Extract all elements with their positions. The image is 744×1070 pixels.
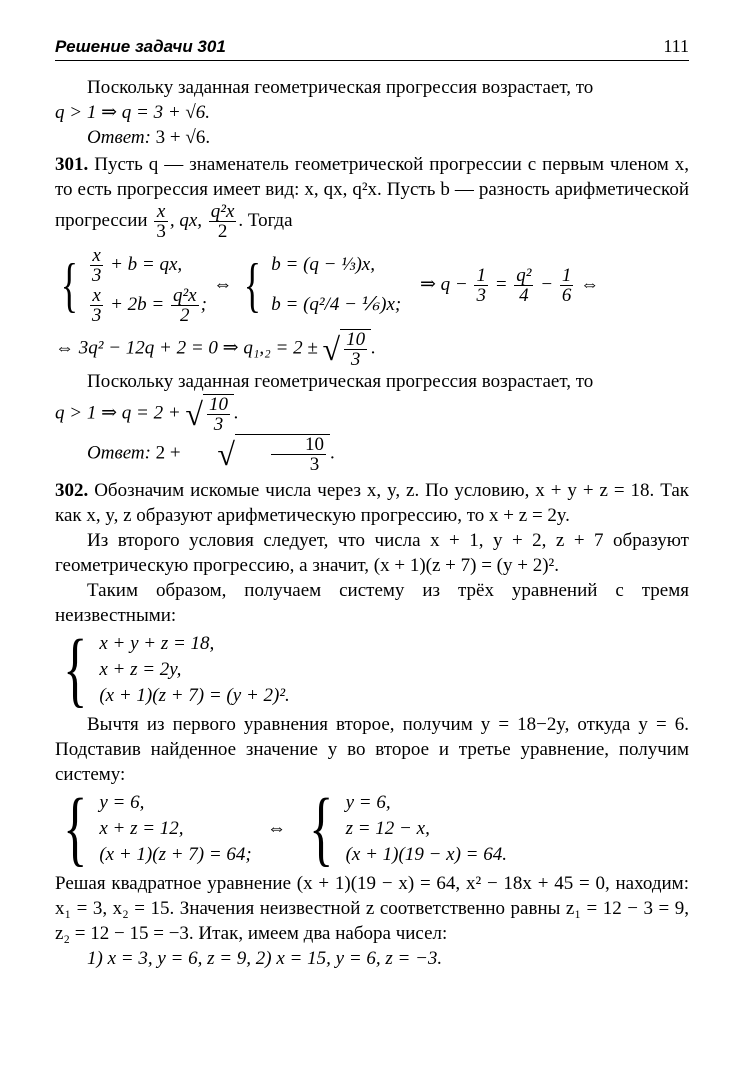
intro-answer [55, 125, 689, 150]
running-header [55, 30, 689, 61]
answer-value: 3 + √6. [155, 127, 211, 148]
system-302-b: { y = 6, x + z = 12, (x + 1)(z + 7) = 64; ⇔ { y = 6, z = 12 − x, (x + 1)(19 − x) = 64. [63, 782, 507, 876]
equiv-sign: ⇔ [213, 273, 233, 295]
intro-q-line: q > 1 ⇒ q = 3 + √6. [55, 102, 211, 123]
page [55, 30, 689, 971]
problem-301-statement: Пусть q — знаменатель геометрической прогрессии с первым членом x, то есть прогрессия имеет вид: x, qx, q²x. Пусть b — разность арифметической прогрессии [55, 154, 690, 231]
p301-since-text: Поскольку заданная геометрическая прогрессия возрастает, то [87, 371, 594, 393]
problem-302-text [55, 478, 689, 528]
system-302-a: { x + y + z = 18, x + z = 2y, (x + 1)(z + 7) = (y + 2)². [63, 623, 290, 717]
prog-frac-1: $\frac{x}{3}$ [156, 201, 166, 242]
problem-301-text [55, 152, 689, 241]
quadratic-line: ⇔ 3q² − 12q + 2 = 0 ⇒ q₁,₂ = 2 ± √ $\frac{10}{3}$ . [55, 329, 376, 371]
problem-301-number: 301. [55, 154, 89, 175]
system-301-result: ⇒ q − $\frac{1}{3}$ = $\frac{\text{q²}}{4}$ − $\frac{1}{6}$ ⇔ [419, 264, 600, 306]
page-number: 111 [663, 36, 689, 56]
system-301-left: { $\frac{x}{3}$ + b = qx, $\frac{x}{3}$ + 2b = $\frac{\text{q²x}}{2}$ ; [60, 245, 207, 327]
prog-mid: , qx, [169, 209, 203, 231]
then-text: . Тогда [238, 209, 293, 231]
p301-answer: Ответ: 2 + √ $\frac{10}{3}$ . [87, 434, 335, 476]
intro-since-text: Поскольку заданная геометрическая прогрессия возрастает, то [87, 77, 594, 98]
p302-text5: Решая квадратное уравнение (x + 1)(19 − x) = 64, x² − 18x + 45 = 0, находим: x₁ = 3, x₂ = 15. Значения неизвестной z соответственно равны z₁ = 12 − 3 = 9, z₂ = 12 − 15 = −3. Итак, имеем два набора чисел: [55, 873, 689, 945]
p301-q-line: q > 1 ⇒ q = 2 + √ $\frac{10}{3}$ . [55, 394, 239, 436]
p302-text6: 1) x = 3, y = 6, z = 9, 2) x = 15, y = 6, z = −3. [87, 948, 443, 970]
problem-302-statement: Обозначим искомые числа через x, y, z. По условию, x + y + z = 18. Так как x, y, z образуют арифметическую прогрессию, то x + z = 2y. [55, 480, 690, 527]
p302-text3: Таким образом, получаем систему из трёх уравнений с тремя неизвестными: [55, 580, 689, 627]
prog-frac-2: $\frac{\text{q²x}}{2}$ [210, 201, 235, 242]
problem-302-number: 302. [55, 480, 89, 502]
p302-text4: Вычтя из первого уравнения второе, получим y = 18−2y, откуда y = 6. Подставив найденное значение y во второе и третье уравнение, получим систему: [55, 714, 689, 786]
answer-label: Ответ: [87, 127, 151, 148]
system-301-right: { b = (q − ⅓)x, b = (q²/4 − ⅙)x; [244, 252, 402, 319]
system-301 [55, 245, 689, 325]
header-title: Решение задачи 301 [55, 37, 226, 56]
p302-text2: Из второго условия следует, что числа x + 1, y + 2, z + 7 образуют геометрическую прогрессию, а значит, (x + 1)(z + 7) = (y + 2)². [55, 530, 689, 577]
